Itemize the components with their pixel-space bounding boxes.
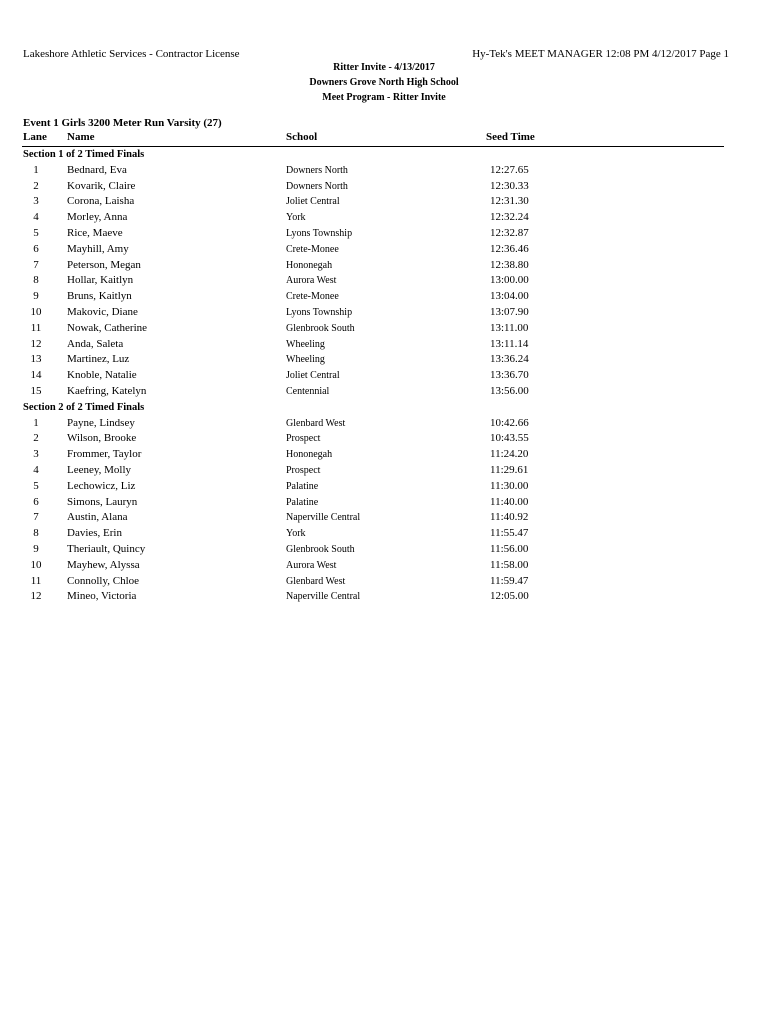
athlete-name: Payne, Lindsey: [67, 416, 135, 429]
athlete-name: Mayhill, Amy: [67, 242, 129, 255]
column-header-name: Name: [67, 131, 95, 143]
school-name: Downers North: [286, 180, 348, 192]
lane-number: 9: [33, 290, 39, 303]
school-name: York: [286, 528, 306, 540]
entry-row: [0, 273, 768, 289]
athlete-name: Knoble, Natalie: [67, 369, 137, 382]
lane-number: 3: [33, 195, 39, 208]
section-header: Section 1 of 2 Timed Finals: [23, 149, 145, 160]
entry-row: [0, 431, 768, 447]
school-name: Hononegah: [286, 259, 333, 271]
lane-number: 7: [33, 511, 39, 524]
seed-time: 10:42.66: [490, 416, 529, 429]
entry-row: [0, 384, 768, 400]
seed-time: 11:30.00: [490, 479, 529, 492]
entry-row: [0, 526, 768, 542]
school-name: Centennial: [286, 385, 330, 397]
seed-time: 13:36.24: [490, 353, 529, 366]
entry-row: [0, 226, 768, 242]
entry-row: [0, 416, 768, 432]
seed-time: 12:27.65: [490, 163, 529, 176]
athlete-name: Mayhew, Alyssa: [67, 558, 140, 571]
seed-time: 12:36.46: [490, 242, 529, 255]
seed-time: 13:56.00: [490, 384, 529, 397]
entry-row: [0, 510, 768, 526]
athlete-name: Makovic, Diane: [67, 305, 138, 318]
school-name: Prospect: [286, 433, 321, 445]
athlete-name: Lechowicz, Liz: [67, 479, 136, 492]
athlete-name: Kovarik, Claire: [67, 179, 136, 192]
school-name: Glenbard West: [286, 417, 346, 429]
athlete-name: Simons, Lauryn: [67, 495, 138, 508]
seed-time: 13:00.00: [490, 274, 529, 287]
entry-row: [0, 463, 768, 479]
seed-time: 13:11.00: [490, 321, 529, 334]
lane-number: 5: [33, 226, 39, 239]
school-name: Joliet Central: [286, 370, 340, 382]
lane-number: 9: [33, 542, 39, 555]
entry-row: [0, 352, 768, 368]
athlete-name: Davies, Erin: [67, 527, 122, 540]
lane-number: 2: [33, 432, 39, 445]
school-name: Downers North: [286, 164, 348, 176]
entry-row: [0, 574, 768, 590]
athlete-name: Nowak, Catherine: [67, 321, 148, 334]
athlete-name: Wilson, Brooke: [67, 432, 137, 445]
school-name: Glenbard West: [286, 575, 346, 587]
seed-time: 13:04.00: [490, 290, 529, 303]
seed-time: 12:32.87: [490, 226, 529, 239]
school-name: Aurora West: [286, 559, 337, 571]
school-name: Wheeling: [286, 338, 325, 350]
section-header: Section 2 of 2 Timed Finals: [23, 401, 145, 413]
seed-time: 11:56.00: [490, 542, 529, 555]
seed-time: 10:43.55: [490, 432, 529, 445]
athlete-name: Leeney, Molly: [67, 463, 132, 476]
lane-number: 5: [33, 479, 39, 492]
lane-number: 4: [33, 211, 39, 224]
seed-time: 11:58.00: [490, 558, 529, 571]
event-title: Event 1 Girls 3200 Meter Run Varsity (27): [23, 117, 222, 129]
seed-time: 11:59.47: [490, 574, 529, 587]
column-header-school: School: [286, 131, 318, 143]
entry-row: [0, 337, 768, 353]
entry-row: [0, 495, 768, 511]
athlete-name: Frommer, Taylor: [67, 448, 142, 461]
meet-title: Ritter Invite - 4/13/2017: [333, 62, 435, 73]
athlete-name: Rice, Maeve: [67, 226, 123, 239]
athlete-name: Corona, Laisha: [67, 195, 135, 208]
lane-number: 11: [30, 574, 42, 587]
software-timestamp: Hy-Tek's MEET MANAGER 12:08 PM 4/12/2017 Page 1: [472, 48, 729, 60]
lane-number: 12: [30, 590, 42, 603]
heat-sheet-list: [0, 147, 768, 605]
entry-row: [0, 542, 768, 558]
seed-time: 12:38.80: [490, 258, 529, 271]
entry-row: [0, 321, 768, 337]
school-name: Naperville Central: [286, 512, 361, 524]
seed-time: 13:11.14: [490, 337, 529, 350]
lane-number: 15: [30, 384, 42, 397]
athlete-name: Theriault, Quincy: [67, 542, 146, 555]
lane-number: 1: [33, 163, 39, 176]
athlete-name: Austin, Alana: [67, 511, 128, 524]
seed-time: 12:30.33: [490, 179, 529, 192]
athlete-name: Anda, Saleta: [67, 337, 124, 350]
lane-number: 6: [33, 495, 39, 508]
athlete-name: Peterson, Megan: [67, 258, 141, 271]
lane-number: 8: [33, 527, 39, 540]
lane-number: 3: [33, 448, 39, 461]
school-name: Lyons Township: [286, 306, 353, 318]
entry-row: [0, 589, 768, 605]
lane-number: 11: [30, 321, 42, 334]
athlete-name: Martinez, Luz: [67, 353, 130, 366]
entry-row: [0, 210, 768, 226]
school-name: Joliet Central: [286, 196, 340, 208]
school-name: Palatine: [286, 480, 319, 492]
school-name: Glenbrook South: [286, 322, 355, 334]
license-text: Lakeshore Athletic Services - Contractor License: [23, 48, 240, 60]
entry-row: [0, 558, 768, 574]
lane-number: 13: [30, 353, 42, 366]
entry-row: [0, 242, 768, 258]
athlete-name: Morley, Anna: [67, 211, 128, 224]
meet-venue: Downers Grove North High School: [309, 77, 459, 88]
entry-row: [0, 479, 768, 495]
school-name: Prospect: [286, 464, 321, 476]
seed-time: 11:55.47: [490, 527, 529, 540]
school-name: Crete-Monee: [286, 291, 339, 303]
seed-time: 13:36.70: [490, 369, 529, 382]
school-name: Naperville Central: [286, 591, 361, 603]
athlete-name: Bruns, Kaitlyn: [67, 290, 132, 303]
school-name: York: [286, 212, 306, 224]
lane-number: 2: [33, 179, 39, 192]
seed-time: 11:40.00: [490, 495, 529, 508]
seed-time: 12:05.00: [490, 590, 529, 603]
entry-row: [0, 289, 768, 305]
athlete-name: Bednard, Eva: [67, 163, 127, 176]
seed-time: 11:29.61: [490, 463, 529, 476]
lane-number: 10: [30, 305, 42, 318]
school-name: Palatine: [286, 496, 319, 508]
column-header-seed-time: Seed Time: [486, 131, 535, 143]
entry-row: [0, 194, 768, 210]
seed-time: 13:07.90: [490, 305, 529, 318]
athlete-name: Connolly, Chloe: [67, 574, 140, 587]
entry-row: [0, 305, 768, 321]
program-title: Meet Program - Ritter Invite: [322, 92, 446, 103]
seed-time: 12:32.24: [490, 211, 529, 224]
athlete-name: Hollar, Kaitlyn: [67, 274, 134, 287]
lane-number: 1: [33, 416, 39, 429]
lane-number: 10: [30, 558, 42, 571]
athlete-name: Kaefring, Katelyn: [67, 384, 147, 397]
school-name: Lyons Township: [286, 227, 353, 239]
lane-number: 4: [33, 463, 39, 476]
seed-time: 11:40.92: [490, 511, 529, 524]
school-name: Wheeling: [286, 354, 325, 366]
athlete-name: Mineo, Victoria: [67, 590, 137, 603]
school-name: Crete-Monee: [286, 243, 339, 255]
lane-number: 14: [30, 369, 42, 382]
seed-time: 12:31.30: [490, 195, 529, 208]
entry-row: [0, 258, 768, 274]
lane-number: 8: [33, 274, 39, 287]
lane-number: 12: [30, 337, 42, 350]
school-name: Glenbrook South: [286, 543, 355, 555]
column-header-lane: Lane: [23, 131, 47, 143]
entry-row: [0, 447, 768, 463]
entry-row: [0, 179, 768, 195]
lane-number: 6: [33, 242, 39, 255]
entry-row: [0, 163, 768, 179]
lane-number: 7: [33, 258, 39, 271]
school-name: Aurora West: [286, 275, 337, 287]
seed-time: 11:24.20: [490, 448, 529, 461]
entry-row: [0, 368, 768, 384]
school-name: Hononegah: [286, 449, 333, 461]
